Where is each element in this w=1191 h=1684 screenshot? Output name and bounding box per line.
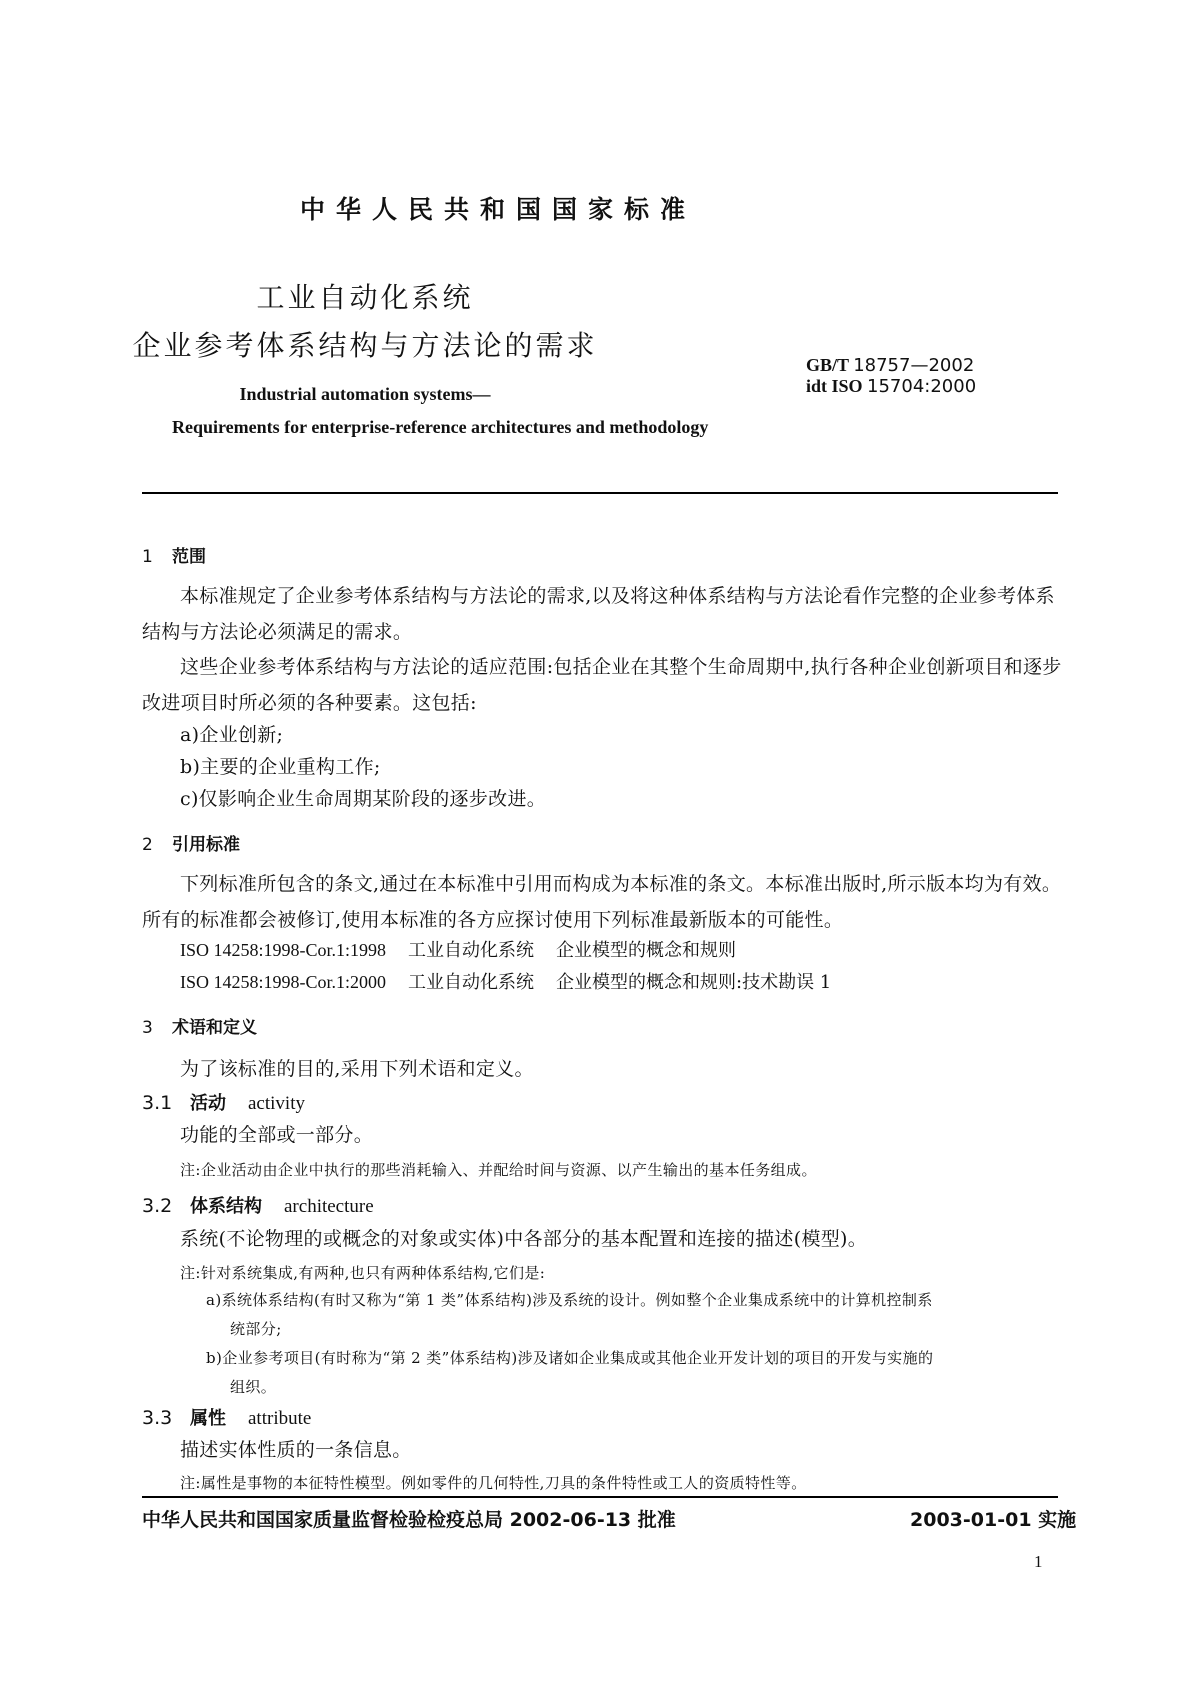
standard-code-number: 18757—2002 (853, 355, 975, 376)
page-number: 1 (1034, 1552, 1043, 1571)
term-note: 注:属性是事物的本征特性模型。例如零件的几何特性,刀具的条件特性或工人的资质特性等。 (180, 1474, 807, 1492)
term-english: activity (248, 1093, 305, 1114)
header-divider (142, 492, 1058, 494)
reference-code: ISO 14258:1998-Cor.1:1998 (180, 940, 387, 960)
subnote-continuation: 统部分; (230, 1320, 282, 1338)
section-3-intro: 为了该标准的目的,采用下列术语和定义。 (180, 1058, 534, 1080)
list-item: c)仅影响企业生命周期某阶段的逐步改进。 (180, 788, 547, 810)
term-definition: 系统(不论物理的或概念的对象或实体)中各部分的基本配置和连接的描述(模型)。 (180, 1228, 868, 1250)
english-title-line1: Industrial automation systems— (239, 384, 491, 404)
national-standard-heading: 中华人民共和国国家标准 (300, 195, 697, 224)
reference-item (180, 968, 831, 994)
term-english: architecture (284, 1196, 374, 1217)
footer-divider (142, 1496, 1058, 1498)
term-chinese: 属性 (190, 1408, 226, 1429)
idt-code (806, 376, 976, 397)
section-2-heading (142, 830, 240, 855)
reference-description: 企业模型的概念和规则 (556, 940, 737, 961)
section-number: 1 (142, 547, 153, 567)
term-english: attribute (248, 1408, 312, 1429)
section-title: 引用标准 (172, 835, 240, 855)
approval-text: 中华人民共和国国家质量监督检验检疫总局 2002-06-13 批准 (142, 1509, 676, 1531)
section-title: 范围 (172, 547, 206, 567)
section-1-paragraph-2: 这些企业参考体系结构与方法论的适应范围:包括企业在其整个生命周期中,执行各种企业创新项目和逐步改进项目时所必须的各种要素。这包括: (142, 656, 1062, 714)
subnote-continuation: 组织。 (230, 1378, 277, 1396)
term-definition: 功能的全部或一部分。 (180, 1124, 374, 1146)
term-definition: 描述实体性质的一条信息。 (180, 1439, 412, 1461)
reference-description: 企业模型的概念和规则:技术勘误 1 (556, 972, 832, 993)
standard-code-prefix: GB/T (806, 355, 849, 375)
term-note: 注:针对系统集成,有两种,也只有两种体系结构,它们是: (180, 1264, 546, 1282)
idt-code-number: 15704:2000 (867, 376, 977, 397)
section-title: 术语和定义 (172, 1018, 257, 1038)
term-number: 3.1 (142, 1092, 173, 1114)
term-subnote (206, 1344, 1066, 1402)
idt-code-prefix: idt ISO (806, 376, 863, 396)
term-heading (142, 1192, 374, 1218)
reference-item (180, 936, 736, 962)
document-title-line1: 工业自动化系统 (256, 281, 474, 314)
subnote-first-line: b)企业参考项目(有时称为“第 2 类”体系结构)涉及诸如企业集成或其他企业开发计划的项目的开发与实施的 (206, 1349, 934, 1367)
section-1-paragraph-1: 本标准规定了企业参考体系结构与方法论的需求,以及将这种体系结构与方法论看作完整的企业参考体系结构与方法论必须满足的需求。 (142, 585, 1055, 643)
list-item: a)企业创新; (180, 724, 284, 746)
section-number: 3 (142, 1018, 153, 1038)
standard-code (806, 355, 974, 376)
term-number: 3.3 (142, 1407, 173, 1429)
term-chinese: 体系结构 (190, 1196, 262, 1217)
list-item: b)主要的企业重构工作; (180, 756, 381, 778)
reference-title: 工业自动化系统 (408, 940, 535, 961)
term-chinese: 活动 (190, 1093, 226, 1114)
document-title-line2: 企业参考体系结构与方法论的需求 (132, 329, 598, 362)
term-subnote (206, 1286, 1066, 1344)
term-heading (142, 1404, 311, 1430)
reference-title: 工业自动化系统 (408, 972, 535, 993)
term-note: 注:企业活动由企业中执行的那些消耗输入、并配给时间与资源、以产生输出的基本任务组成。 (180, 1161, 817, 1179)
term-number: 3.2 (142, 1195, 173, 1217)
section-3-heading (142, 1013, 257, 1038)
subnote-first-line: a)系统体系结构(有时又称为“第 1 类”体系结构)涉及系统的设计。例如整个企业集成系统中的计算机控制系 (206, 1291, 933, 1309)
reference-code: ISO 14258:1998-Cor.1:2000 (180, 972, 387, 992)
section-2-paragraph: 下列标准所包含的条文,通过在本标准中引用而构成为本标准的条文。本标准出版时,所示版本均为有效。所有的标准都会被修订,使用本标准的各方应探讨使用下列标准最新版本的可能性。 (142, 873, 1062, 931)
term-heading (142, 1089, 305, 1115)
effective-date-text: 2003-01-01 实施 (910, 1509, 1077, 1531)
section-number: 2 (142, 835, 153, 855)
section-1-heading (142, 542, 206, 567)
english-title-line2: Requirements for enterprise-reference architectures and methodology (172, 417, 709, 437)
